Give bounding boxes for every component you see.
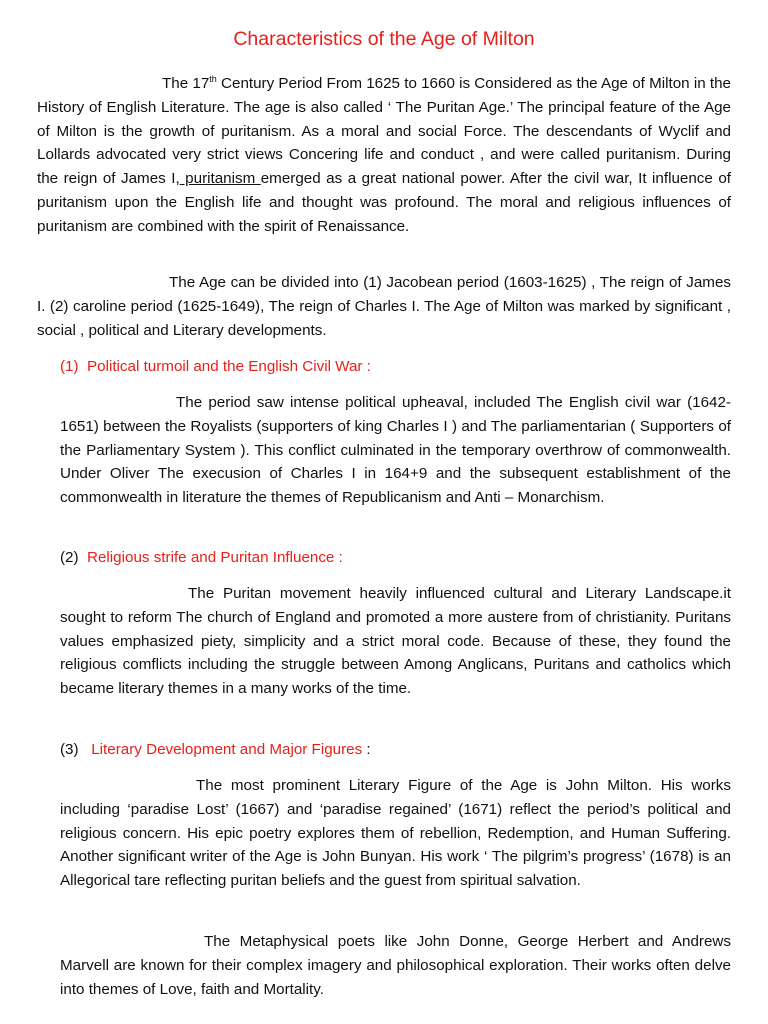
section-1-number: (1)	[60, 358, 79, 375]
intro-text-c: emerged as a great national power. After the civil war, It influence of puritanism upon the English life and thought was profound. The moral and religious influences of puritanism are combined with the spirit of Renaissance.	[37, 170, 732, 235]
section-2-title: Religious strife and Puritan Influence :	[87, 549, 343, 566]
section-3-text-2: The Metaphysical poets like John Donne, George Herbert and Andrews Marvell are known for their complex imagery and philosophical exploration. Their works often delve into themes of Love, faith and Mortality.	[60, 933, 731, 998]
section-3-heading	[60, 739, 371, 761]
intro-paragraph-2	[37, 271, 731, 342]
page-title: Characteristics of the Age of Milton	[233, 28, 535, 50]
section-1-body	[60, 391, 731, 510]
section-3-number: (3)	[60, 741, 79, 758]
section-1-heading	[60, 356, 371, 378]
intro-text-2: The Age can be divided into (1) Jacobean period (1603-1625) , The reign of James I. (2) caroline period (1625-1649), The reign of Charles I. The Age of Milton was marked by significant , social , political and Literary developments.	[37, 274, 731, 339]
section-3-title: Literary Development and Major Figures	[91, 741, 363, 758]
intro-text-a: The 17	[162, 75, 210, 93]
section-2-number: (2)	[60, 549, 79, 566]
section-2-heading	[60, 547, 343, 569]
section-3-colon: :	[362, 741, 371, 758]
section-2-text: The Puritan movement heavily influenced cultural and Literary Landscape.it sought to reform The church of England and promoted a more austere from of christianity. Puritans values emphasized piety, simplicity and a strict moral code. Because of these, they found the religious comflicts including the struggle between Among Anglicans, Puritans and catholics which became literary themes in a many works of the time.	[60, 585, 731, 698]
section-2-body	[60, 582, 731, 701]
intro-underlined-word: puritanism	[179, 170, 261, 188]
section-1-title: Political turmoil and the English Civil War :	[87, 358, 371, 375]
section-3-body	[60, 774, 731, 893]
section-1-text: The period saw intense political upheaval, included The English civil war (1642-1651) between the Royalists (supporters of king Charles I ) and The parliamentarian ( Supporters of the Parliamentary System ). This conflict culminated in the temporary overthrow of commonwealth. Under Oliver The execusion of Charles I in 164+9 and the subsequent establishment of the commonwealth in literature the themes of Republicanism and Anti – Monarchism.	[60, 394, 731, 507]
intro-paragraph-1	[37, 68, 731, 239]
intro-superscript: th	[209, 74, 217, 84]
intro-text-b: Century Period From 1625 to 1660 is Considered as the Age of Milton in the History of English Literature. The age is also called ‘ The Puritan Age.’ The principal feature of the Age of Milton is the growth of puritanism. As a moral and social Force. The descendants of Wyclif and Lollards advocated very strict views Concering life and conduct , and were called puritanism. During the reign of James I,	[37, 75, 731, 188]
section-3-text: The most prominent Literary Figure of the Age is John Milton. His works including ‘paradise Lost’ (1667) and ‘paradise regained’ (1671) reflect the period’s political and religious concern. His epic poetry explores them of rebellion, Redemption, and Human Suffering. Another significant writer of the Age is John Bunyan. His work ‘ The pilgrim’s progress’ (1678) is an Allegorical tare reflecting puritan beliefs and the guest from spiritual salvation.	[60, 777, 731, 890]
section-3-body-2	[60, 930, 731, 1001]
